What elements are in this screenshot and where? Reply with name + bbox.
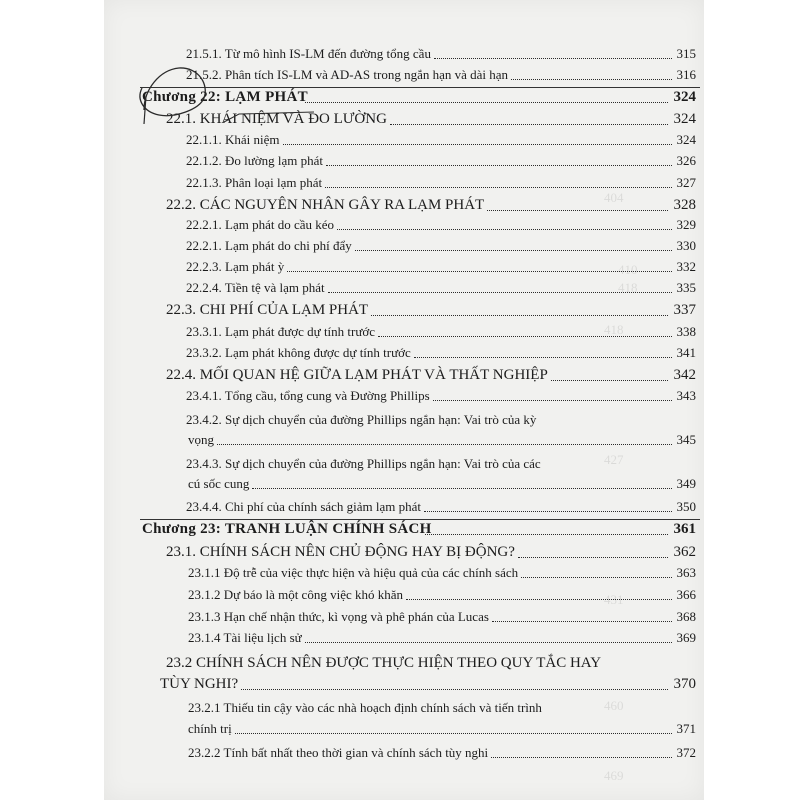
toc-page-number: 329 — [676, 217, 696, 232]
toc-page-number: 349 — [676, 476, 696, 491]
toc-page-number: 369 — [676, 630, 696, 645]
toc-entry-title: 22.3. CHI PHÍ CỦA LẠM PHÁT — [166, 302, 369, 318]
toc-entry-title: cú sốc cung — [188, 476, 250, 491]
toc-leader-dots — [424, 511, 672, 512]
toc-leader-dots — [241, 689, 668, 690]
toc-entry-title: TÙY NGHI? — [160, 676, 239, 692]
toc-page-number: 324 — [673, 89, 696, 105]
toc-entry-title: 23.1.2 Dự báo là một công việc khó khăn — [188, 587, 404, 602]
toc-leader-dots — [325, 187, 672, 188]
toc-entry-title: vọng — [188, 432, 214, 447]
toc-page-number: 361 — [673, 521, 696, 537]
toc-entry-title: 22.2.1. Lạm phát do chi phí đẩy — [186, 238, 352, 253]
toc-page-number: 372 — [676, 745, 696, 760]
toc-entry-title: 22.2.4. Tiền tệ và lạm phát — [186, 280, 325, 295]
toc-entry-title: 23.4.2. Sự dịch chuyển của đường Phillips ngắn hạn: Vai trò của kỳ — [186, 412, 537, 427]
toc-entry-title: 23.1.4 Tài liệu lịch sử — [188, 630, 302, 645]
toc-leader-dots — [492, 621, 672, 622]
bleed-through-number: 418 — [618, 280, 638, 295]
toc-leader-dots — [521, 577, 672, 578]
toc-entry-title: 23.4.3. Sự dịch chuyển của đường Phillips ngắn hạn: Vai trò của các — [186, 456, 541, 471]
toc-leader-dots — [414, 357, 672, 358]
toc-entry-title: 23.4.4. Chi phí của chính sách giảm lạm phát — [186, 499, 422, 514]
toc-entry-title: 21.5.1. Từ mô hình IS-LM đến đường tổng cầu — [186, 46, 431, 61]
toc-page-number: 342 — [673, 367, 696, 383]
toc-leader-dots — [425, 534, 668, 535]
chapter-rule — [140, 87, 700, 88]
bleed-through-number: 469 — [604, 768, 624, 783]
toc-entry-title: 22.2.1. Lạm phát do cầu kéo — [186, 217, 335, 232]
toc-page-number: 324 — [676, 132, 696, 147]
toc-entry-title: 22.1.3. Phân loại lạm phát — [186, 175, 323, 190]
toc-entry-title: 23.3.1. Lạm phát được dự tính trước — [186, 324, 376, 339]
toc-entry-title: 22.2. CÁC NGUYÊN NHÂN GÂY RA LẠM PHÁT — [166, 197, 485, 213]
bleed-through-number: 427 — [604, 452, 624, 467]
toc-page-number: 328 — [673, 197, 696, 213]
toc-leader-dots — [252, 488, 672, 489]
toc-page-number: 341 — [676, 345, 696, 360]
toc-leader-dots — [287, 271, 672, 272]
toc-leader-dots — [518, 557, 668, 558]
toc-entry-title: Chương 23: TRANH LUẬN CHÍNH SÁCH — [142, 521, 432, 537]
toc-leader-dots — [217, 444, 672, 445]
toc-leader-dots — [390, 124, 668, 125]
toc-page-number: 371 — [676, 721, 696, 736]
toc-leader-dots — [326, 165, 672, 166]
toc-leader-dots — [337, 229, 672, 230]
toc-page-number: 350 — [676, 499, 696, 514]
toc-entry-title: 23.1.1 Độ trễ của việc thực hiện và hiệu quả của các chính sách — [188, 565, 519, 580]
toc-page-number: 366 — [676, 587, 696, 602]
toc-page-number: 368 — [676, 609, 696, 624]
toc-entry-title: 21.5.2. Phân tích IS-LM và AD-AS trong ngắn hạn và dài hạn — [186, 67, 509, 82]
bleed-through-number: 460 — [604, 698, 624, 713]
toc-entry-title: 22.2.3. Lạm phát ỳ — [186, 259, 285, 274]
toc-leader-dots — [551, 380, 668, 381]
toc-leader-dots — [406, 599, 672, 600]
toc-entry-title: 22.1.1. Khái niệm — [186, 132, 280, 147]
toc-entry-title: 22.4. MỐI QUAN HỆ GIỮA LẠM PHÁT VÀ THẤT NGHIỆP — [166, 367, 548, 383]
toc-entry-title: 23.2.1 Thiếu tin cậy vào các nhà hoạch định chính sách và tiến trình — [188, 700, 542, 715]
toc-leader-dots — [371, 315, 668, 316]
toc-leader-dots — [235, 733, 672, 734]
toc-leader-dots — [433, 400, 672, 401]
toc-page-number: 327 — [676, 175, 696, 190]
toc-entry-title: 23.2.2 Tính bất nhất theo thời gian và chính sách tùy nghi — [188, 745, 489, 760]
toc-page-number: 338 — [676, 324, 696, 339]
toc-page-number: 337 — [673, 302, 696, 318]
toc-leader-dots — [305, 642, 672, 643]
toc-leader-dots — [283, 144, 672, 145]
toc-leader-dots — [511, 79, 672, 80]
toc-page-number: 326 — [676, 153, 696, 168]
toc-page-number: 370 — [673, 676, 696, 692]
toc-leader-dots — [378, 336, 672, 337]
toc-page-number: 343 — [676, 388, 696, 403]
toc-entry-title: Chương 22: LẠM PHÁT — [142, 89, 308, 105]
toc-leader-dots — [305, 102, 668, 103]
toc-page-number: 345 — [676, 432, 696, 447]
toc-page-number: 363 — [676, 565, 696, 580]
bleed-through-number: 431 — [604, 592, 624, 607]
toc-entry-title: 22.1. KHÁI NIỆM VÀ ĐO LƯỜNG — [166, 111, 387, 127]
toc-page-number: 316 — [676, 67, 696, 82]
toc-leader-dots — [328, 292, 672, 293]
toc-page-number: 330 — [676, 238, 696, 253]
toc-entry-title: 23.1. CHÍNH SÁCH NÊN CHỦ ĐỘNG HAY BỊ ĐỘNG? — [166, 544, 515, 560]
toc-leader-dots — [434, 58, 672, 59]
toc-page-number: 335 — [676, 280, 696, 295]
bleed-through-number: 418 — [604, 322, 624, 337]
toc-entry-title: chính trị — [188, 721, 232, 736]
bleed-through-number: 404 — [604, 190, 624, 205]
toc-entry-title: 22.1.2. Đo lường lạm phát — [186, 153, 324, 168]
toc-page-number: 332 — [676, 259, 696, 274]
toc-page-number: 324 — [673, 111, 696, 127]
toc-leader-dots — [355, 250, 672, 251]
toc-entry-title: 23.3.2. Lạm phát không được dự tính trước — [186, 345, 411, 360]
toc-leader-dots — [487, 210, 668, 211]
bleed-through-number: 410 — [618, 262, 638, 277]
toc-page-number: 315 — [676, 46, 696, 61]
toc-leader-dots — [491, 757, 672, 758]
book-page — [104, 0, 704, 800]
toc-entry-title: 23.2 CHÍNH SÁCH NÊN ĐƯỢC THỰC HIỆN THEO QUY TẮC HAY — [166, 655, 602, 671]
toc-entry-title: 23.1.3 Hạn chế nhận thức, kì vọng và phê phán của Lucas — [188, 609, 489, 624]
chapter-rule — [140, 519, 700, 520]
toc-page-number: 362 — [673, 544, 696, 560]
toc-entry-title: 23.4.1. Tổng cầu, tổng cung và Đường Phillips — [186, 388, 430, 403]
